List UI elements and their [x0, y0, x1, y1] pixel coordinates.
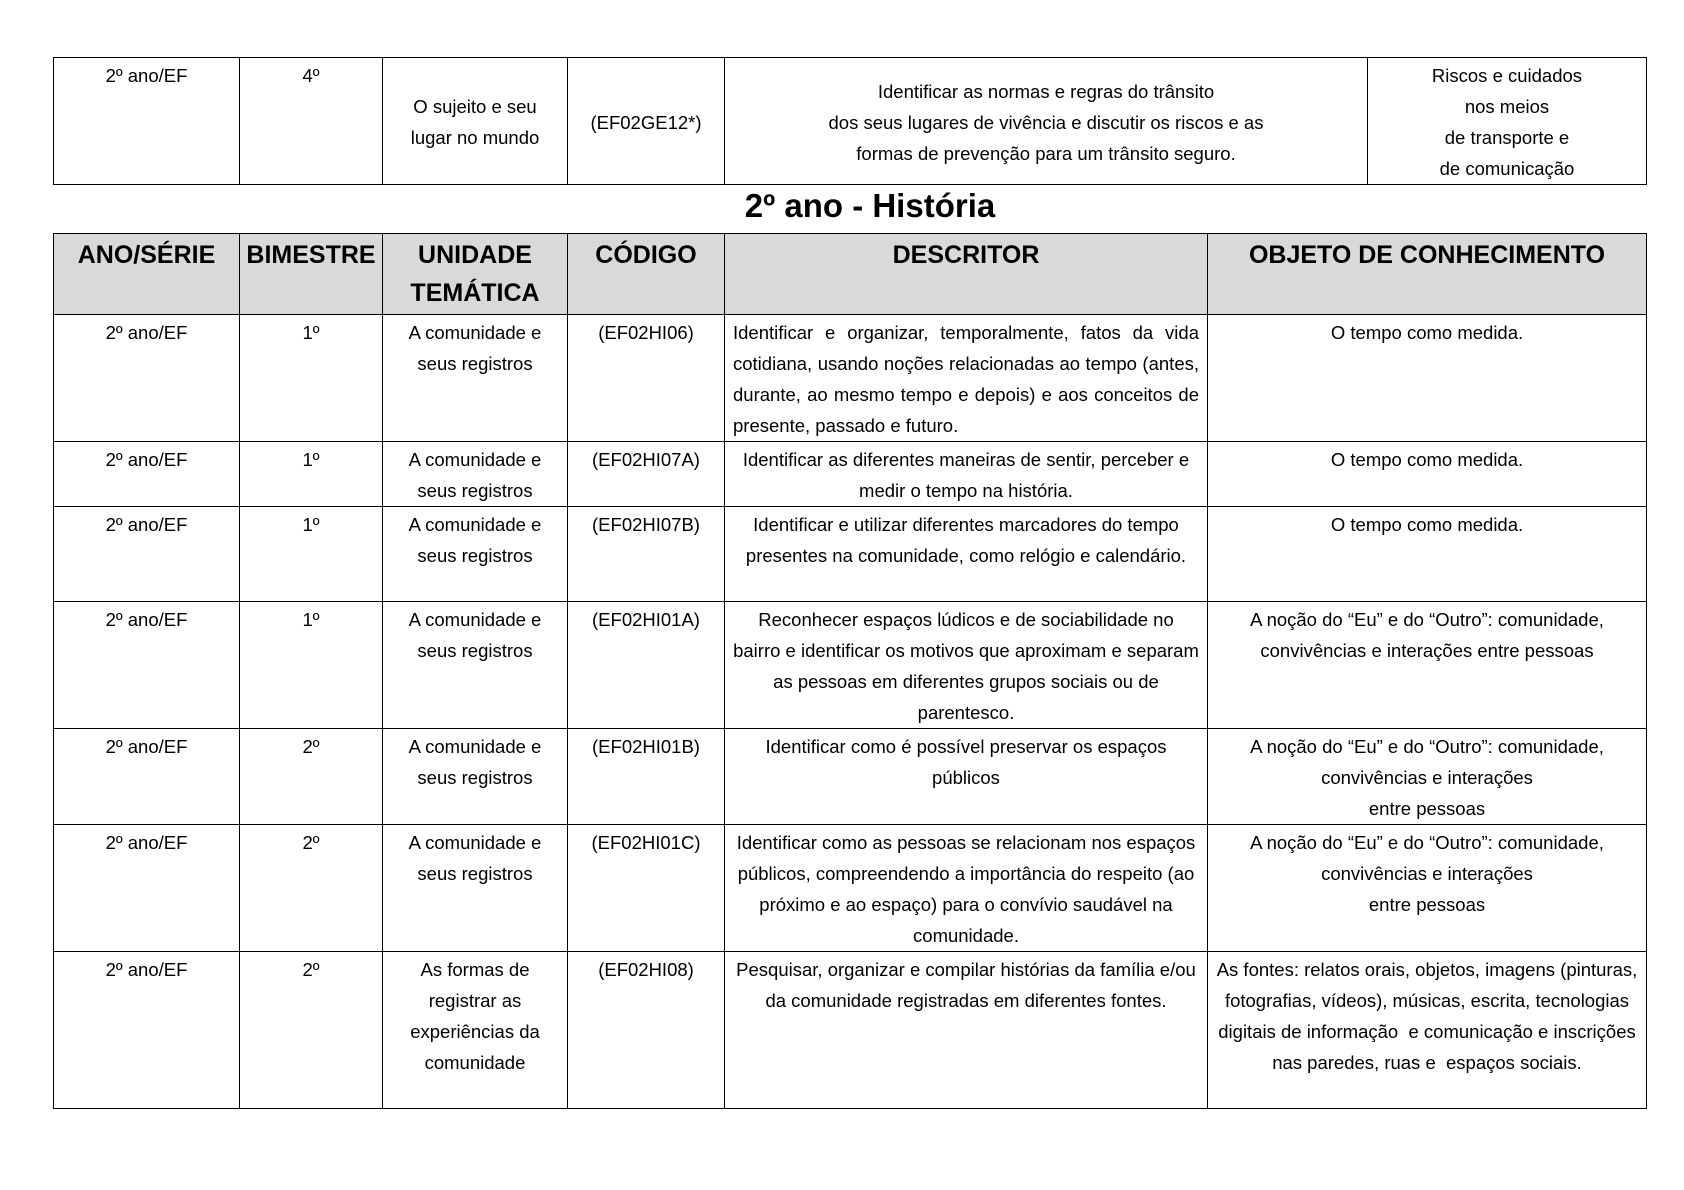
table-row [54, 442, 1647, 507]
objeto-cell: O tempo como medida. [1208, 442, 1647, 507]
table-row [54, 729, 1647, 825]
bimestre-cell: 2º [240, 952, 383, 1109]
objeto-cell: As fontes: relatos orais, objetos, imagens (pinturas, fotografias, vídeos), músicas, escrita, tecnologias digitais de informação e comunicação e inscrições nas paredes, ruas e espaços sociais. [1208, 952, 1647, 1109]
descritor-cell: Pesquisar, organizar e compilar histórias da família e/ou da comunidade registradas em diferentes fontes. [725, 952, 1208, 1109]
bimestre-cell: 1º [240, 507, 383, 602]
codigo-cell: (EF02HI07B) [568, 507, 725, 602]
descritor-cell: Identificar as diferentes maneiras de sentir, perceber e medir o tempo na história. [725, 442, 1208, 507]
ano-serie-cell: 2º ano/EF [54, 442, 240, 507]
codigo-cell: (EF02HI01A) [568, 602, 725, 729]
bimestre-cell: 1º [240, 602, 383, 729]
unidade-tematica-cell: As formas de registrar as experiências da comunidade [383, 952, 568, 1109]
descritor-cell: Reconhecer espaços lúdicos e de sociabilidade no bairro e identificar os motivos que aproximam e separam as pessoas em diferentes grupos sociais ou de parentesco. [725, 602, 1208, 729]
descritor-cell: Identificar e utilizar diferentes marcadores do tempo presentes na comunidade, como relógio e calendário. [725, 507, 1208, 602]
unidade-tematica-cell: A comunidade e seus registros [383, 602, 568, 729]
table-header-row [54, 234, 1647, 315]
objeto-cell: A noção do “Eu” e do “Outro”: comunidade, convivências e interações entre pessoas [1208, 825, 1647, 952]
unidade-tematica-cell: A comunidade e seus registros [383, 507, 568, 602]
descritor-cell: Identificar como as pessoas se relacionam nos espaços públicos, compreendendo a importância do respeito (ao próximo e ao espaço) para o convívio saudável na comunidade. [725, 825, 1208, 952]
section-title: 2º ano - História [744, 187, 996, 224]
descritor-cell: Identificar e organizar, temporalmente, fatos da vida cotidiana, usando noções relacionadas ao tempo (antes, durante, ao mesmo tempo e depois) e aos conceitos de presente, passado e futuro. [725, 315, 1208, 442]
header-bimestre: BIMESTRE [240, 234, 383, 315]
objeto-cell: A noção do “Eu” e do “Outro”: comunidade, convivências e interações entre pessoas [1208, 602, 1647, 729]
bimestre-cell: 1º [240, 315, 383, 442]
codigo-cell: (EF02HI01C) [568, 825, 725, 952]
descritor-cell: Identificar como é possível preservar os espaços públicos [725, 729, 1208, 825]
unidade-tematica-cell: A comunidade e seus registros [383, 825, 568, 952]
table-row [54, 825, 1647, 952]
bimestre-cell: 2º [240, 729, 383, 825]
objeto-cell: O tempo como medida. [1208, 507, 1647, 602]
codigo-cell: (EF02GE12*) [568, 58, 725, 185]
table-row [54, 952, 1647, 1109]
codigo-cell: (EF02HI08) [568, 952, 725, 1109]
descritor-cell: Identificar as normas e regras do trânsito dos seus lugares de vivência e discutir os riscos e as formas de prevenção para um trânsito seguro. [725, 58, 1368, 185]
geography-continuation-table [53, 57, 1647, 185]
codigo-cell: (EF02HI06) [568, 315, 725, 442]
table-row [54, 507, 1647, 602]
header-unidade-tematica: UNIDADE TEMÁTICA [383, 234, 568, 315]
unidade-tematica-cell: A comunidade e seus registros [383, 442, 568, 507]
history-table [53, 233, 1647, 1109]
bimestre-cell: 4º [240, 58, 383, 185]
ano-serie-cell: 2º ano/EF [54, 729, 240, 825]
unidade-tematica-cell: A comunidade e seus registros [383, 729, 568, 825]
ano-serie-cell: 2º ano/EF [54, 952, 240, 1109]
header-descritor: DESCRITOR [725, 234, 1208, 315]
codigo-cell: (EF02HI07A) [568, 442, 725, 507]
bimestre-cell: 1º [240, 442, 383, 507]
table-row [54, 58, 1647, 185]
unidade-tematica-cell: A comunidade e seus registros [383, 315, 568, 442]
objeto-cell: A noção do “Eu” e do “Outro”: comunidade, convivências e interações entre pessoas [1208, 729, 1647, 825]
ano-serie-cell: 2º ano/EF [54, 507, 240, 602]
ano-serie-cell: 2º ano/EF [54, 58, 240, 185]
table-row [54, 315, 1647, 442]
ano-serie-cell: 2º ano/EF [54, 602, 240, 729]
header-ano-serie: ANO/SÉRIE [54, 234, 240, 315]
unidade-tematica-cell: O sujeito e seu lugar no mundo [383, 58, 568, 185]
bimestre-cell: 2º [240, 825, 383, 952]
ano-serie-cell: 2º ano/EF [54, 315, 240, 442]
header-codigo: CÓDIGO [568, 234, 725, 315]
objeto-cell: Riscos e cuidados nos meios de transporte e de comunicação [1368, 58, 1647, 185]
header-objeto: OBJETO DE CONHECIMENTO [1208, 234, 1647, 315]
table-row [54, 602, 1647, 729]
ano-serie-cell: 2º ano/EF [54, 825, 240, 952]
codigo-cell: (EF02HI01B) [568, 729, 725, 825]
objeto-cell: O tempo como medida. [1208, 315, 1647, 442]
